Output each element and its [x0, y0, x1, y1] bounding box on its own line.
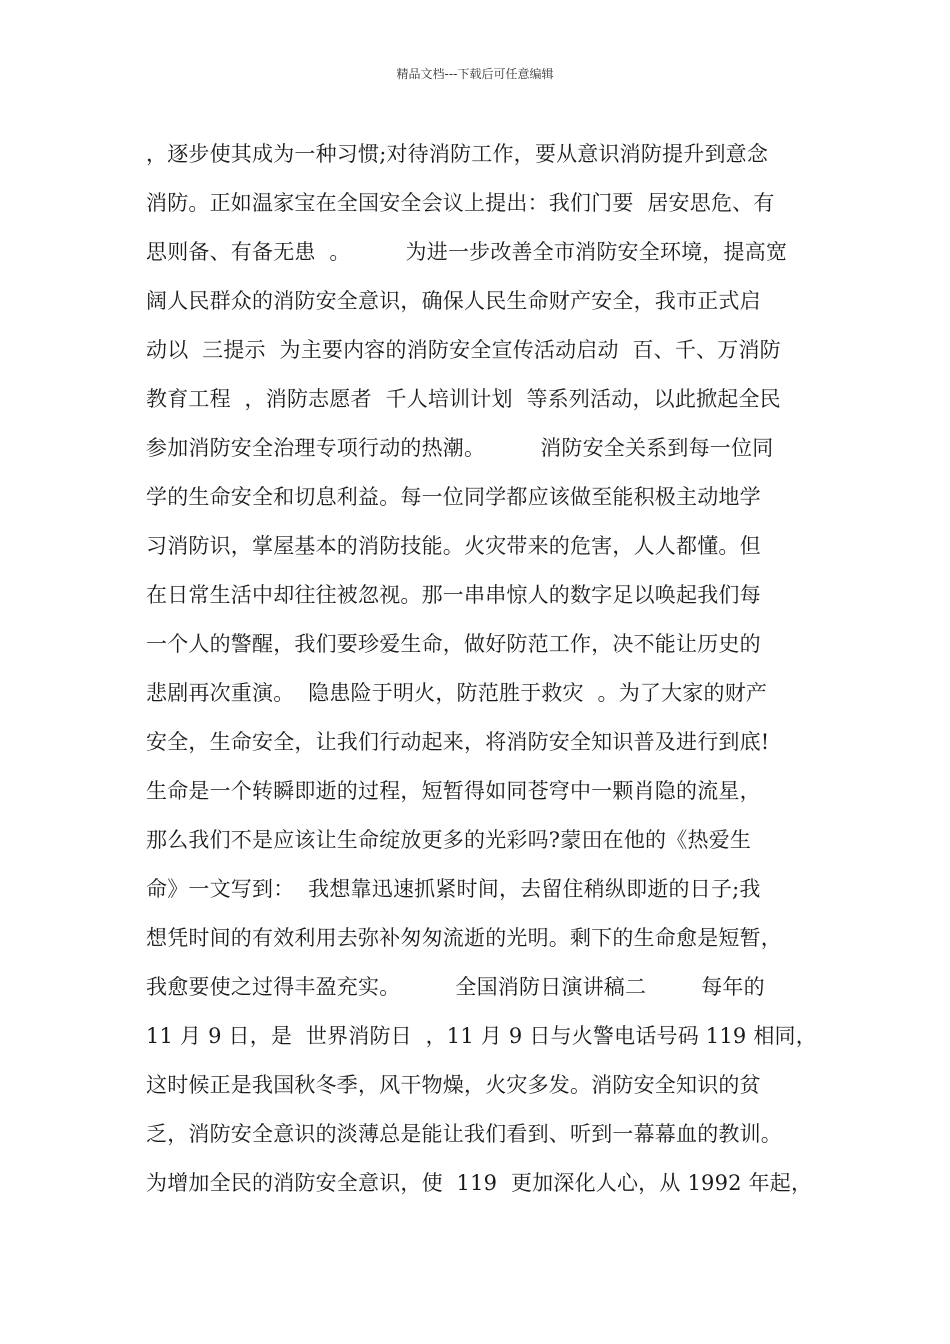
text-line: 悲剧再次重演。 隐患险于明火，防范胜于救灾 。为了大家的财产 — [146, 681, 768, 705]
text-line: 习消防识，掌屋基本的消防技能。火灾带来的危害，人人都懂。但 — [146, 534, 761, 558]
text-line: 想凭时间的有效利用去弥补匆匆流逝的光明。剩下的生命愈是短暂， — [146, 926, 782, 950]
text-line: 我愈要使之过得丰盈充实。 全国消防日演讲稿二 每年的 — [146, 975, 765, 999]
text-line: 消防。正如温家宝在全国安全会议上提出：我们门要 居安思危、有 — [146, 191, 775, 215]
text-line: 一个人的警醒，我们要珍爱生命，做好防范工作，决不能让历史的 — [146, 632, 761, 656]
text-line: 阔人民群众的消防安全意识，确保人民生命财产安全，我市正式启 — [146, 289, 761, 313]
text-line: 11 月 9 日，是 世界消防日 ，11 月 9 日与火警电话号码 119 相同， — [146, 1024, 817, 1048]
text-line: 乏，消防安全意识的淡薄总是能让我们看到、听到一幕幕血的教训。 — [146, 1122, 782, 1146]
text-line: 学的生命安全和切息利益。每一位同学都应该做至能积极主动地学 — [146, 485, 761, 509]
text-line: 在日常生活中却往往被忽视。那一串串惊人的数字足以唤起我们每 — [146, 583, 761, 607]
text-line: 动以 三提示 为主要内容的消防安全宣传活动启动 百、千、万消防 — [146, 338, 781, 362]
text-line: 那么我们不是应该让生命绽放更多的光彩吗?蒙田在他的《热爱生 — [146, 828, 752, 852]
text-line: 教育工程 ，消防志愿者 千人培训计划 等系列活动，以此掀起全民 — [146, 387, 781, 411]
text-line: 这时候正是我国秋冬季，风干物燥，火灾多发。消防安全知识的贫 — [146, 1073, 761, 1097]
text-line: 安全，生命安全，让我们行动起来，将消防安全知识普及进行到底! — [146, 730, 770, 754]
page-header: 精品文档---下载后可任意编辑 — [396, 67, 554, 81]
body-text — [146, 130, 826, 1208]
text-line: 思则备、有备无患 。 为进一步改善全市消防安全环境，提高宽 — [146, 240, 788, 264]
text-line: 为增加全民的消防安全意识，使 119 更加深化人心，从 1992 年起， — [146, 1171, 813, 1195]
text-line: ，逐步使其成为一种习惯;对待消防工作，要从意识消防提升到意念 — [146, 142, 769, 166]
text-line: 生命是一个转瞬即逝的过程，短暂得如同苍穹中一颗肖隐的流星， — [146, 779, 761, 803]
text-line: 命》一文写到： 我想靠迅速抓紧时间，去留住稍纵即逝的日子;我 — [146, 877, 761, 901]
text-line: 参加消防安全治理专项行动的热潮。 消防安全关系到每一位同 — [146, 436, 774, 460]
